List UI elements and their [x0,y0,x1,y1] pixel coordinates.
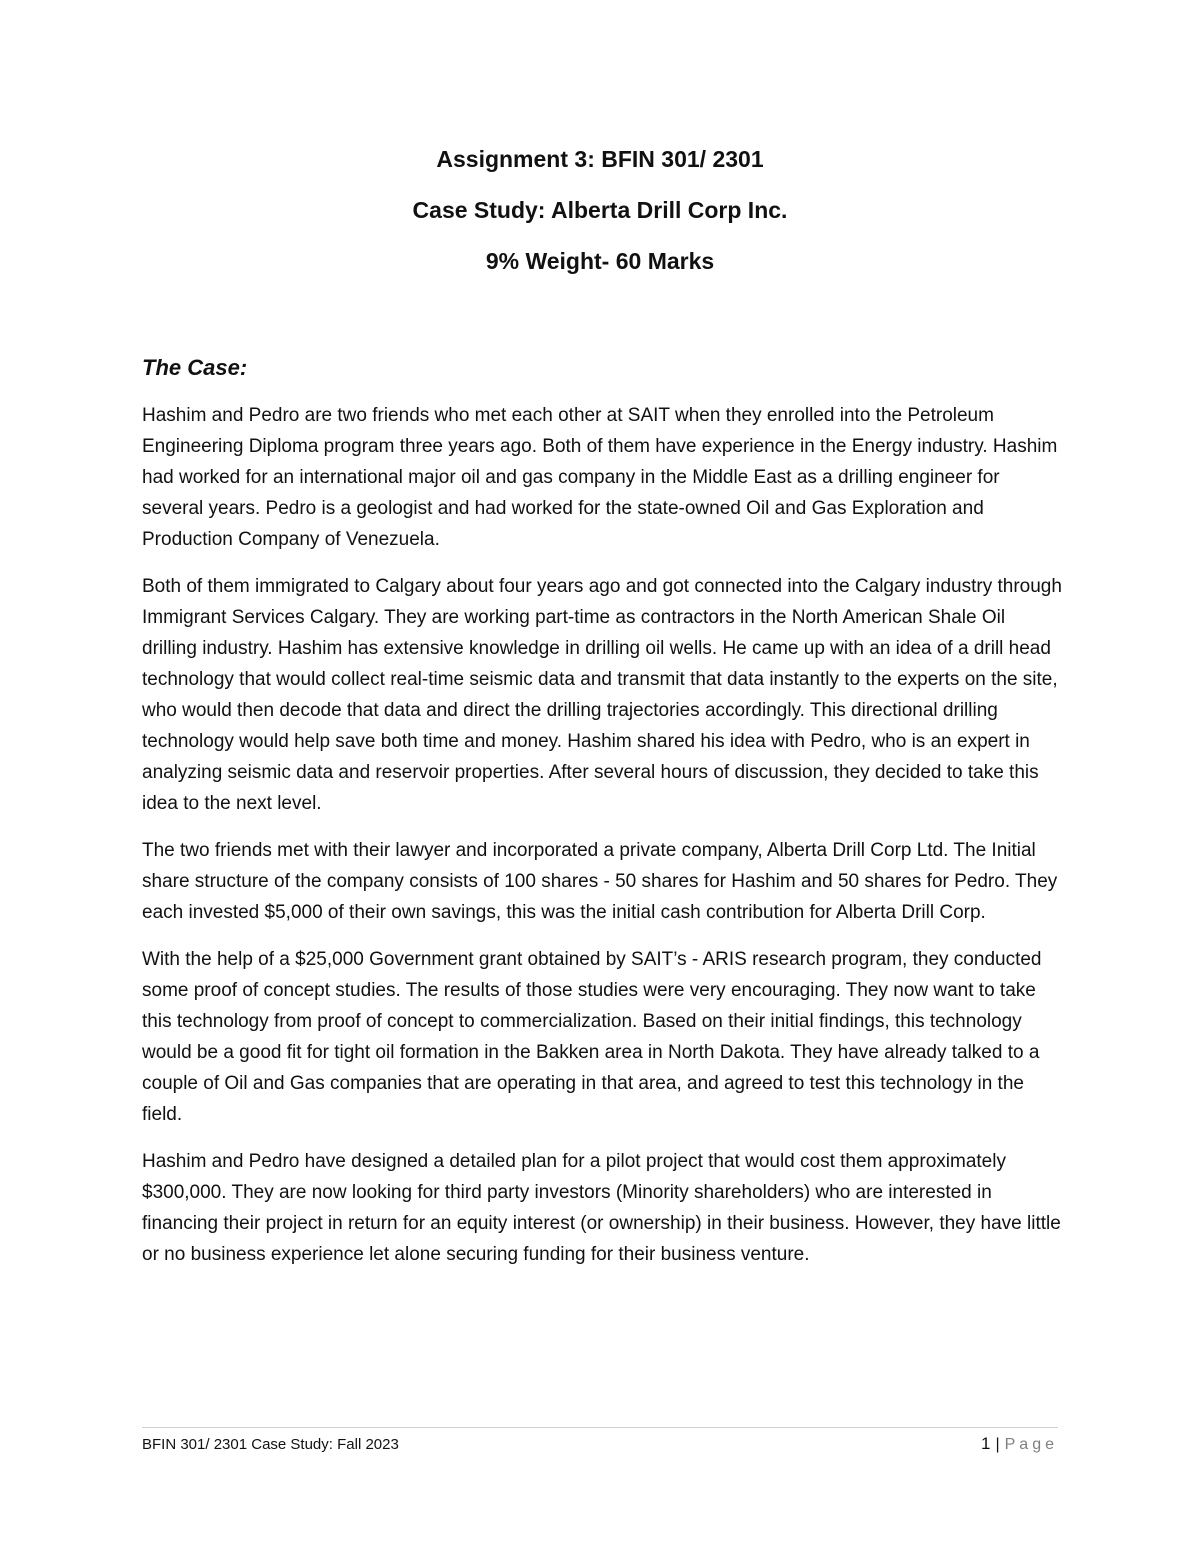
paragraph: Hashim and Pedro have designed a detailed plan for a pilot project that would cost them approximately $300,000. They are now looking for third party investors (Minority shareholders) who are interested in financing their project in return for an equity interest (or ownership) in their business. However, they have little or no business experience let alone securing funding for their business venture. [142,1151,1061,1265]
paragraph: Hashim and Pedro are two friends who met each other at SAIT when they enrolled into the Petroleum Engineering Diploma program three years ago. Both of them have experience in the Energy industry. Hashim had worked for an international major oil and gas company in the Middle East as a drilling engineer for several years. Pedro is a geologist and had worked for the state-owned Oil and Gas Exploration and Production Company of Venezuela. [142,405,1058,550]
section-heading: The Case: [142,355,248,380]
weight-marks: 9% Weight- 60 Marks [485,248,715,274]
footer-page-indicator [981,1432,1058,1457]
case-body [142,400,1062,1286]
page-label: Page [1004,1436,1058,1453]
footer-divider [142,1427,1058,1428]
paragraph: The two friends met with their lawyer and incorporated a private company, Alberta Drill Corp Ltd. The Initial share structure of the company consists of 100 shares - 50 shares for Hashim and 50 shares for Pedro. They each invested $5,000 of their own savings, this was the initial cash contribution for Alberta Drill Corp. [142,840,1058,923]
assignment-title: Assignment 3: BFIN 301/ 2301 [436,146,764,172]
case-study-title: Case Study: Alberta Drill Corp Inc. [412,197,788,223]
footer-course-label: BFIN 301/ 2301 Case Study: Fall 2023 [142,1436,399,1453]
paragraph: With the help of a $25,000 Government grant obtained by SAIT’s - ARIS research program, they conducted some proof of concept studies. The results of those studies were very encouraging. They now want to take this technology from proof of concept to commercialization. Based on their initial findings, this technology would be a good fit for tight oil formation in the Bakken area in North Dakota. They have already talked to a couple of Oil and Gas companies that are operating in that area, and agreed to test this technology in the field. [142,949,1042,1125]
page-number: 1 [981,1434,991,1453]
page-separator: | [995,1436,1000,1453]
paragraph: Both of them immigrated to Calgary about four years ago and got connected into the Calgary industry through Immigrant Services Calgary. They are working part-time as contractors in the North American Shale Oil drilling industry. Hashim has extensive knowledge in drilling oil wells. He came up with an idea of a drill head technology that would collect real-time seismic data and transmit that data instantly to the experts on the site, who would then decode that data and direct the drilling trajectories accordingly. This directional drilling technology would help save both time and money. Hashim shared his idea with Pedro, who is an expert in analyzing seismic data and reservoir properties. After several hours of discussion, they decided to take this idea to the next level. [142,576,1062,814]
title-block [0,142,1200,295]
